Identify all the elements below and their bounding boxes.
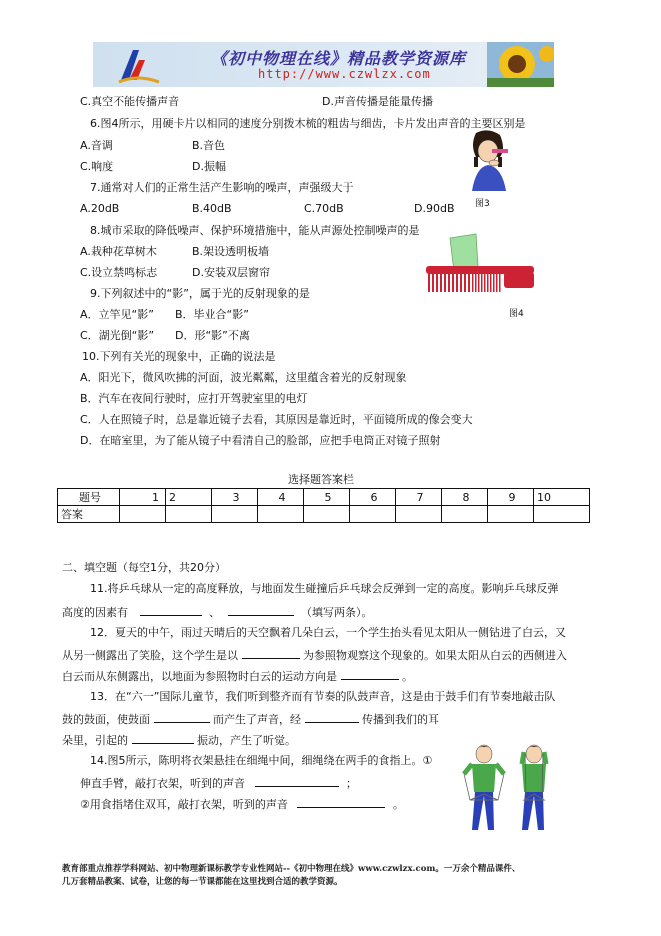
question-number-cell: 5	[304, 489, 350, 506]
q12-text-d: 。	[402, 670, 413, 683]
q10-option-c: C．人在照镜子时，总是靠近镜子去看，其原因是靠近时，平面镜所成的像会变大	[80, 413, 473, 426]
answer-cell[interactable]	[304, 506, 350, 523]
q7-option-c: C.70dB	[304, 202, 344, 215]
page-footer	[62, 863, 622, 889]
q14-line-2	[80, 775, 357, 791]
q11-blank-1[interactable]	[140, 604, 202, 616]
q11-blank-2[interactable]	[228, 604, 294, 616]
q10-stem: 10.下列有关光的现象中，正确的说法是	[82, 350, 276, 363]
answer-cell[interactable]	[442, 506, 488, 523]
q8-stem: 8.城市采取的降低噪声、保护环境措施中，能从声源处控制噪声的是	[90, 224, 420, 237]
q12-line-2	[62, 647, 567, 663]
q8-option-c: C.设立禁鸣标志	[80, 266, 158, 279]
header-banner	[93, 42, 554, 87]
answer-cell[interactable]	[350, 506, 396, 523]
question-number-cell: 4	[258, 489, 304, 506]
q11-line-1: 11.将乒乓球从一定的高度释放，与地面发生碰撞后乒乓球会反弹到一定的高度。影响乒乓球反弹	[90, 582, 559, 595]
q13-blank-1[interactable]	[154, 711, 210, 723]
figure-3-caption: 图3	[475, 199, 490, 209]
question-number-cell: 6	[350, 489, 396, 506]
question-number-cell: 7	[396, 489, 442, 506]
question-number-cell: 3	[212, 489, 258, 506]
footer-line-1: 教育部重点推荐学科网站、初中物理新课标教学专业性网站--《初中物理在线》www.czwlzx.com。一万余个精品课件、	[62, 864, 521, 874]
question-number-cell: 1	[120, 489, 166, 506]
q12-blank-2[interactable]	[341, 668, 399, 680]
banner-title: 《初中物理在线》精品教学资源库	[211, 49, 467, 68]
q7-option-b: B.40dB	[192, 202, 232, 215]
q13-text-c: 传播到我们的耳	[362, 713, 439, 726]
q14-text-d: 。	[392, 798, 404, 811]
q9-stem: 9.下列叙述中的“影”，属于光的反射现象的是	[90, 287, 310, 300]
q6-option-a: A.音调	[80, 139, 113, 152]
q8-option-b: B.架设透明板墙	[192, 245, 270, 258]
q13-text-d: 朵里，引起的	[62, 734, 128, 747]
q13-text-b: 而产生了声音，经	[213, 713, 301, 726]
q10-option-b: B．汽车在夜间行驶时，应打开驾驶室里的电灯	[80, 392, 308, 405]
section-2-title: 二、填空题（每空1分，共20分）	[62, 561, 226, 574]
q11-text-c: （填写两条）。	[301, 606, 373, 619]
q13-line-1: 13．在“六一”国际儿童节，我们听到整齐而有节奏的队鼓声音，这是由于鼓手们有节奏地敲击队	[90, 690, 556, 703]
q5-option-d: D.声音传播是能量传播	[322, 95, 433, 108]
q13-blank-2[interactable]	[305, 711, 359, 723]
answer-label: 答案	[58, 506, 120, 523]
q5-option-c: C.真空不能传播声音	[80, 95, 180, 108]
q10-option-d: D．在暗室里，为了能从镜子中看清自己的脸部，应把手电筒正对镜子照射	[80, 434, 441, 447]
q12-line-1: 12．夏天的中午，雨过天晴后的天空飘着几朵白云，一个学生抬头看见太阳从一侧钻进了白云，又	[90, 626, 566, 639]
q12-text-c: 白云而从东侧露出，以地面为参照物时白云的运动方向是	[62, 670, 337, 683]
q9-option-a: A．立竿见“影”	[80, 308, 154, 321]
q12-line-3	[62, 668, 413, 684]
q11-line-2	[62, 604, 373, 620]
q12-text-b: 为参照物观察这个现象的。如果太阳从白云的西侧进入	[303, 649, 567, 662]
answer-table-caption: 选择题答案栏	[288, 473, 354, 486]
answer-cell[interactable]	[396, 506, 442, 523]
question-number-cell: 9	[488, 489, 534, 506]
q14-blank-2[interactable]	[297, 796, 385, 808]
q6-stem: 6.图4所示，用硬卡片以相同的速度分别拨木梳的粗齿与细齿，卡片发出声音的主要区别是	[90, 117, 526, 130]
q14-line-3	[80, 796, 404, 812]
q7-option-d: D.90dB	[414, 202, 455, 215]
q8-option-a: A.栽种花草树木	[80, 245, 157, 258]
q13-text-e: 振动，产生了听觉。	[197, 734, 296, 747]
q14-text-c: ②用食指堵住双耳，敲打衣架，听到的声音	[80, 798, 288, 811]
site-logo-icon	[115, 46, 161, 84]
q13-line-3	[62, 732, 296, 748]
answer-cell[interactable]	[212, 506, 258, 523]
figure-3-illustration	[462, 127, 512, 193]
q8-option-d: D.安装双层窗帘	[192, 266, 270, 279]
q13-line-2	[62, 711, 439, 727]
figure-4-caption: 图4	[509, 309, 524, 319]
question-number-label: 题号	[58, 489, 120, 506]
q7-option-a: A.20dB	[80, 202, 120, 215]
q14-text-b: ；	[346, 777, 357, 790]
banner-url: http://www.czwlzx.com	[258, 67, 431, 81]
answer-table	[57, 488, 590, 523]
question-number-cell: 2	[166, 489, 212, 506]
question-number-cell: 8	[442, 489, 488, 506]
q12-blank-1[interactable]	[242, 647, 300, 659]
q9-option-d: D．形“影”不离	[175, 329, 250, 342]
q13-blank-3[interactable]	[132, 732, 194, 744]
answer-cell[interactable]	[166, 506, 212, 523]
q6-option-c: C.响度	[80, 160, 114, 173]
q14-line-1: 14.图5所示，陈明将衣架悬挂在细绳中间，细绳绕在两手的食指上。①	[90, 754, 433, 767]
answer-table-answer-row	[58, 506, 590, 523]
q14-text-a: 伸直手臂，敲打衣架，听到的声音	[80, 777, 245, 790]
question-number-cell: 10	[534, 489, 590, 506]
q10-option-a: A．阳光下，微风吹拂的河面，波光粼粼，这里蕴含着光的反射现象	[80, 371, 407, 384]
q7-stem: 7.通常对人们的正常生活产生影响的噪声，声强级大于	[90, 181, 354, 194]
q11-text-a: 高度的因素有	[62, 606, 128, 619]
answer-table-header-row	[58, 489, 590, 506]
q13-text-a: 鼓的鼓面，使鼓面	[62, 713, 150, 726]
q6-option-b: B.音色	[192, 139, 226, 152]
figure-5-boys-illustration	[460, 740, 560, 840]
sunflower-icon	[487, 42, 554, 87]
figure-4-comb-illustration	[424, 232, 542, 302]
q12-text-a: 从另一侧露出了笑脸，这个学生是以	[62, 649, 238, 662]
footer-line-2: 几万套精品教案、试卷，让您的每一节课都能在这里找到合适的教学资源。	[62, 877, 343, 887]
q9-option-c: C．湖光倒“影”	[80, 329, 155, 342]
q14-blank-1[interactable]	[255, 775, 339, 787]
answer-cell[interactable]	[258, 506, 304, 523]
answer-cell[interactable]	[120, 506, 166, 523]
q9-option-b: B．毕业合“影”	[175, 308, 249, 321]
answer-cell[interactable]	[488, 506, 534, 523]
q11-text-b: 、	[209, 606, 220, 619]
answer-cell[interactable]	[534, 506, 590, 523]
q6-option-d: D.振幅	[192, 160, 226, 173]
